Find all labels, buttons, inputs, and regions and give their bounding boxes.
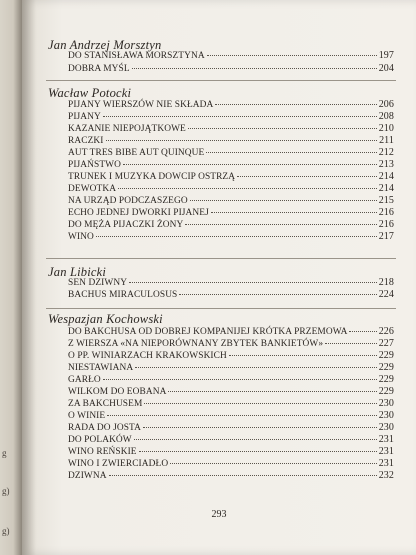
dot-leader [215, 104, 376, 105]
toc-entry[interactable] [68, 231, 394, 243]
dot-leader [188, 128, 377, 129]
dot-leader [144, 403, 376, 404]
entry-page: 215 [378, 195, 394, 206]
entry-title: O PP. WINIARZACH KRAKOWSKICH [68, 351, 227, 361]
dot-leader [190, 200, 377, 201]
entry-title: KAZANIE NIEPOJĄTKOWE [68, 124, 186, 134]
toc-entry[interactable] [68, 207, 394, 219]
entry-title: DOBRA MYŚL [68, 64, 130, 74]
entry-page: 213 [378, 159, 394, 170]
dot-leader [103, 379, 377, 380]
dot-leader [185, 224, 376, 225]
entry-page: 210 [378, 123, 394, 134]
entry-page: 208 [378, 111, 394, 122]
facing-page-fragment: g) [2, 486, 10, 496]
entry-page: 214 [378, 183, 394, 194]
dot-leader [170, 463, 376, 464]
toc-entry[interactable] [68, 338, 394, 350]
facing-page-fragment: g [2, 448, 7, 458]
entry-title: DO STANISŁAWA MORSZTYNA [68, 51, 205, 61]
entry-title: O WINIE [68, 411, 106, 421]
author-heading: Wespazjan Kochowski [48, 312, 163, 326]
dot-leader [107, 415, 376, 416]
author-heading: Jan Libicki [48, 265, 107, 279]
toc-entry[interactable] [68, 362, 394, 374]
dot-leader [168, 391, 376, 392]
entry-page: 224 [378, 289, 394, 300]
dot-leader [118, 188, 377, 189]
toc-entry[interactable] [68, 434, 394, 446]
entry-page: 231 [378, 434, 394, 445]
entry-title: BACHUS MIRACULOSUS [68, 290, 178, 300]
toc-entry[interactable] [68, 374, 394, 386]
toc-entry[interactable] [68, 99, 394, 111]
dot-leader [103, 116, 377, 117]
toc-entry[interactable] [68, 277, 394, 289]
dot-leader [143, 427, 377, 428]
entry-title: PIJANY [68, 112, 101, 122]
toc-entry[interactable] [68, 135, 394, 147]
entry-page: 206 [378, 99, 394, 110]
entry-page: 216 [378, 207, 394, 218]
entry-page: 218 [378, 277, 394, 288]
dot-leader [207, 55, 377, 56]
section-divider [46, 80, 396, 81]
author-heading: Jan Andrzej Morsztyn [48, 38, 162, 52]
facing-page-edge [0, 0, 22, 555]
entry-title: DEWOTKA [68, 184, 117, 194]
facing-page-fragment: g) [2, 526, 10, 536]
entry-title: NIESTAWIANA [68, 363, 134, 373]
toc-entry[interactable] [68, 446, 394, 458]
entry-page: 227 [378, 338, 394, 349]
toc-entry[interactable] [68, 147, 394, 159]
entry-page: 230 [378, 398, 394, 409]
entry-title: PIJANY WIERSZÓW NIE SKŁADA [68, 100, 214, 110]
entry-title: TRUNEK I MUZYKA DOWCIP OSTRZĄ [68, 172, 236, 182]
toc-entry[interactable] [68, 458, 394, 470]
dot-leader [206, 152, 376, 153]
entry-page: 230 [378, 422, 394, 433]
entry-title: WINO [68, 232, 94, 242]
dot-leader [179, 294, 376, 295]
toc-entry[interactable] [68, 350, 394, 362]
entry-page: 229 [378, 350, 394, 361]
dot-leader [106, 140, 378, 141]
toc-entry[interactable] [68, 398, 394, 410]
entry-title: PIJAŃSTWO [68, 160, 121, 170]
dot-leader [109, 475, 377, 476]
entry-title: DO MĘŻA PIJACZKI ŻONY [68, 220, 184, 230]
entry-title: NA URZĄD PODCZASZEGO [68, 196, 188, 206]
entry-page: 197 [378, 50, 394, 61]
toc-entry[interactable] [68, 422, 394, 434]
toc-entry[interactable] [68, 195, 394, 207]
toc-entry[interactable] [68, 219, 394, 231]
toc-entry[interactable] [68, 183, 394, 195]
entry-page: 231 [378, 446, 394, 457]
dot-leader [229, 355, 377, 356]
entry-title: AUT TRES BIBE AUT QUINQUE [68, 148, 205, 158]
dot-leader [129, 282, 377, 283]
entry-page: 217 [378, 231, 394, 242]
toc-entry[interactable] [68, 50, 394, 62]
toc-entry[interactable] [68, 289, 394, 301]
entry-title: ECHO JEDNEJ DWORKI PIJANEJ [68, 208, 209, 218]
dot-leader [139, 451, 377, 452]
entry-page: 211 [379, 135, 394, 146]
toc-entry[interactable] [68, 386, 394, 398]
entry-page: 229 [378, 374, 394, 385]
dot-leader [132, 68, 377, 69]
entry-title: RADA DO JOSTA [68, 423, 141, 433]
toc-entry[interactable] [68, 410, 394, 422]
toc-entry[interactable] [68, 123, 394, 135]
dot-leader [134, 439, 377, 440]
toc-entry[interactable] [68, 111, 394, 123]
entry-title: WINO I ZWIERCIADŁO [68, 459, 169, 469]
section-divider [46, 258, 396, 259]
entry-page: 231 [378, 458, 394, 469]
toc-entry[interactable] [68, 470, 394, 482]
entry-title: RACZKI [68, 136, 104, 146]
toc-entry[interactable] [68, 159, 394, 171]
table-of-contents-page [22, 0, 416, 555]
entry-title: WILKOM DO EOBANA [68, 387, 167, 397]
section-divider [46, 308, 396, 309]
entry-title: DO POLAKÓW [68, 435, 132, 445]
entry-page: 204 [378, 63, 394, 74]
entry-title: DZIWNA [68, 471, 107, 481]
entry-title: GARŁO [68, 375, 101, 385]
toc-entry[interactable] [68, 326, 394, 338]
entry-title: WINO REŃSKIE [68, 447, 137, 457]
dot-leader [211, 212, 377, 213]
author-heading: Wacław Potocki [48, 86, 132, 100]
toc-entry[interactable] [68, 63, 394, 75]
dot-leader [123, 164, 377, 165]
entry-title: SEN DZIWNY [68, 278, 128, 288]
entry-page: 229 [378, 386, 394, 397]
entry-title: ZA BAKCHUSEM [68, 399, 143, 409]
dot-leader [237, 176, 377, 177]
entry-page: 230 [378, 410, 394, 421]
entry-page: 216 [378, 219, 394, 230]
entry-page: 226 [378, 326, 394, 337]
entry-page: 232 [378, 470, 394, 481]
entry-title: Z WIERSZA «NA NIEPORÓWNANY ZBYTEK BANKIETÓW» [68, 339, 324, 349]
page-number: 293 [211, 509, 227, 520]
toc-entry[interactable] [68, 171, 394, 183]
entry-title: DO BAKCHUSA OD DOBREJ KOMPANIJEJ KRÓTKA PRZEMOWA [68, 327, 348, 337]
dot-leader [135, 367, 376, 368]
entry-page: 214 [378, 171, 394, 182]
dot-leader [325, 343, 377, 344]
entry-page: 212 [378, 147, 394, 158]
dot-leader [96, 236, 377, 237]
entry-page: 229 [378, 362, 394, 373]
dot-leader [349, 331, 376, 332]
